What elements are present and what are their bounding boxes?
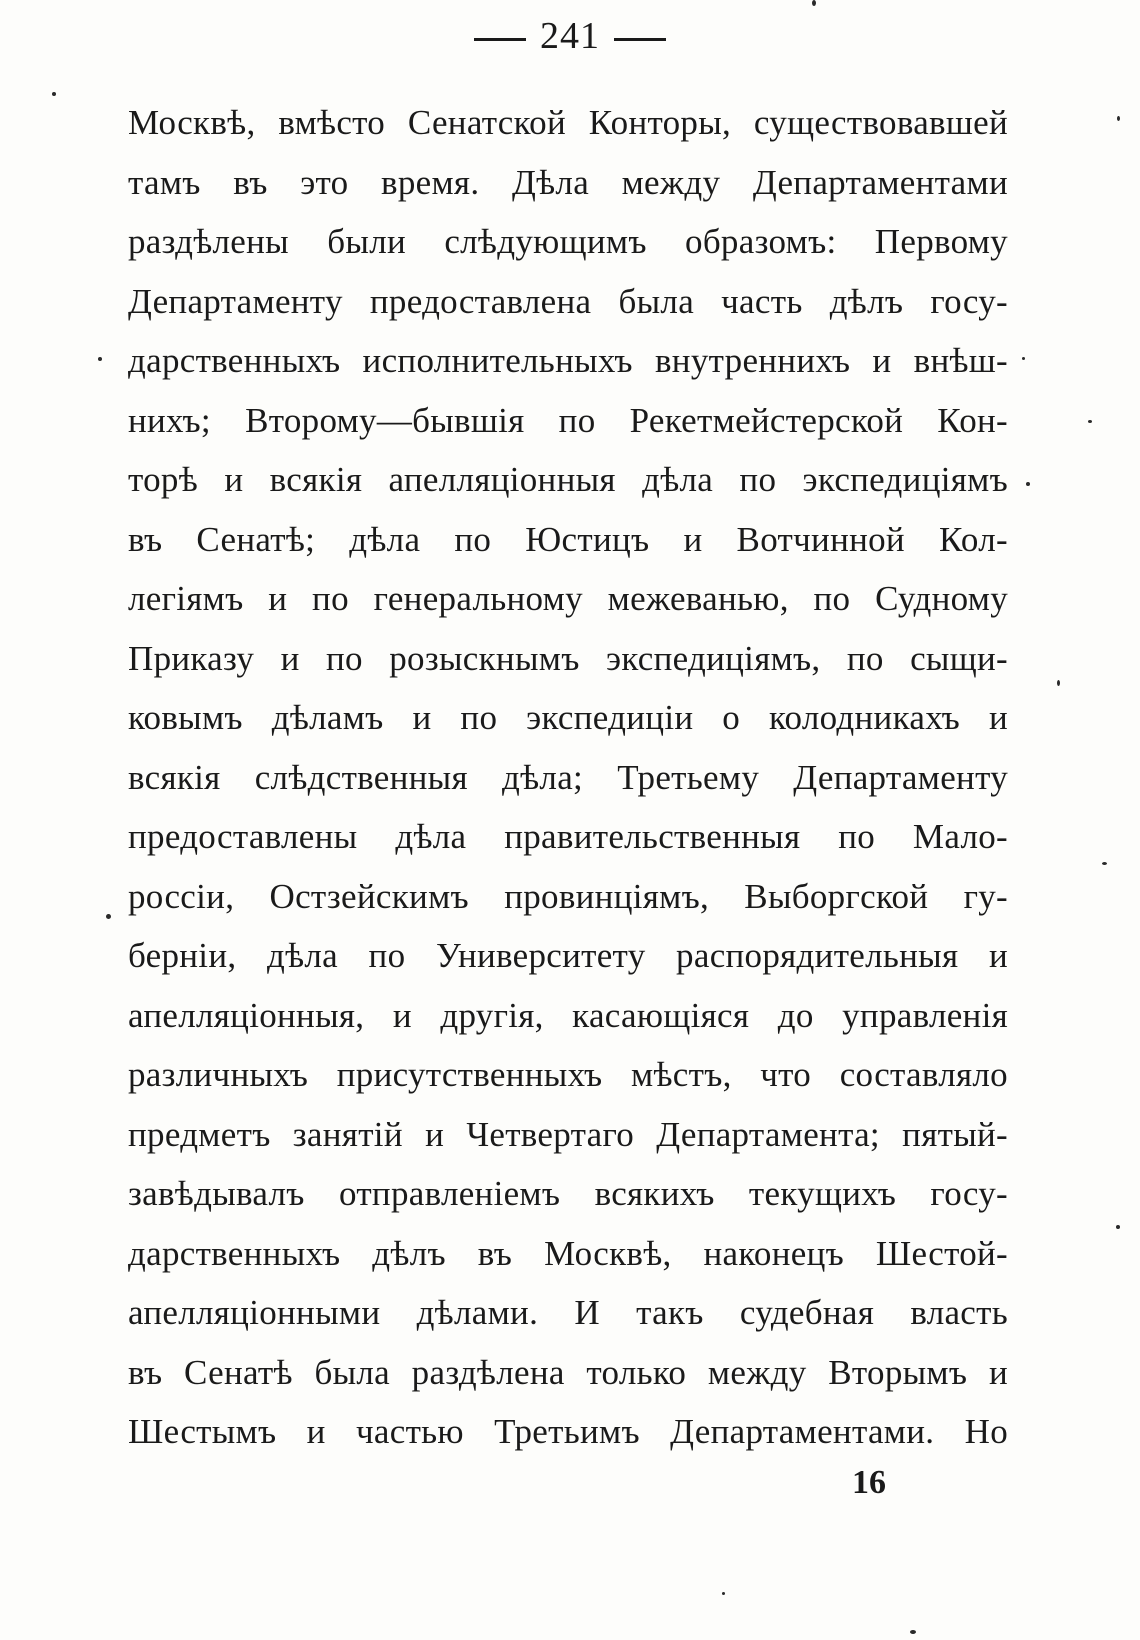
print-speck xyxy=(812,0,816,6)
text-line: торѣ и всякія апелляціонныя дѣла по экспедиціямъ xyxy=(128,460,1008,499)
text-line: въ Сенатѣ была раздѣлена только между Вторымъ и xyxy=(128,1352,1008,1392)
text-line: всякія слѣдственныя дѣла; Третьему Департаменту xyxy=(128,757,1008,797)
text-line: Шестымъ и частью Третьимъ Департаментами. Но xyxy=(128,1412,1008,1451)
print-speck xyxy=(1088,420,1092,423)
signature-mark: 16 xyxy=(852,1464,886,1501)
print-speck xyxy=(910,1630,916,1634)
page-number: 241 xyxy=(540,15,600,57)
print-speck xyxy=(106,914,111,919)
text-line: россіи, Остзейскимъ провинціямъ, Выборгской гу- xyxy=(128,876,1008,916)
text-line: берніи, дѣла по Университету распорядительныя и xyxy=(128,936,1008,975)
print-speck xyxy=(1022,357,1025,360)
text-line: дарственныхъ дѣлъ въ Москвѣ, наконецъ Шестой- xyxy=(128,1233,1008,1273)
print-speck xyxy=(52,92,56,96)
print-speck xyxy=(1102,862,1107,865)
text-line: раздѣлены были слѣдующимъ образомъ: Первому xyxy=(128,222,1008,261)
header-dash-right xyxy=(614,38,666,41)
print-speck xyxy=(1026,482,1030,486)
print-speck xyxy=(1057,680,1060,686)
print-speck xyxy=(98,357,102,361)
page-header xyxy=(0,14,1140,58)
text-line: нихъ; Второму—бывшія по Рекетмейстерской Кон- xyxy=(128,400,1008,440)
text-line: Департаменту предоставлена была часть дѣлъ госу- xyxy=(128,281,1008,321)
text-line: завѣдывалъ отправленіемъ всякихъ текущихъ госу- xyxy=(128,1174,1008,1213)
text-line: Москвѣ, вмѣсто Сенатской Конторы, существовавшей xyxy=(128,103,1008,142)
print-speck xyxy=(722,1592,725,1595)
text-line: различныхъ присутственныхъ мѣстъ, что составляло xyxy=(128,1055,1008,1094)
text-line: Приказу и по розыскнымъ экспедиціямъ, по сыщи- xyxy=(128,638,1008,678)
print-speck xyxy=(1117,116,1120,121)
text-line: апелляціонными дѣлами. И такъ судебная власть xyxy=(128,1293,1008,1332)
text-line: въ Сенатѣ; дѣла по Юстицъ и Вотчинной Кол- xyxy=(128,519,1008,559)
text-line: предоставлены дѣла правительственныя по Мало- xyxy=(128,817,1008,856)
text-line: апелляціонныя, и другія, касающіяся до управленія xyxy=(128,995,1008,1035)
text-line: тамъ въ это время. Дѣла между Департаментами xyxy=(128,162,1008,202)
body-text xyxy=(128,93,1008,1462)
print-speck xyxy=(1116,1225,1120,1229)
text-line: легіямъ и по генеральному межеванью, по Судному xyxy=(128,579,1008,618)
text-line: дарственныхъ исполнительныхъ внутреннихъ и внѣш- xyxy=(128,341,1008,380)
header-dash-left xyxy=(474,38,526,41)
text-line: предметъ занятій и Четвертаго Департамента; пятый- xyxy=(128,1114,1008,1154)
text-line: ковымъ дѣламъ и по экспедиціи о колодникахъ и xyxy=(128,698,1008,737)
